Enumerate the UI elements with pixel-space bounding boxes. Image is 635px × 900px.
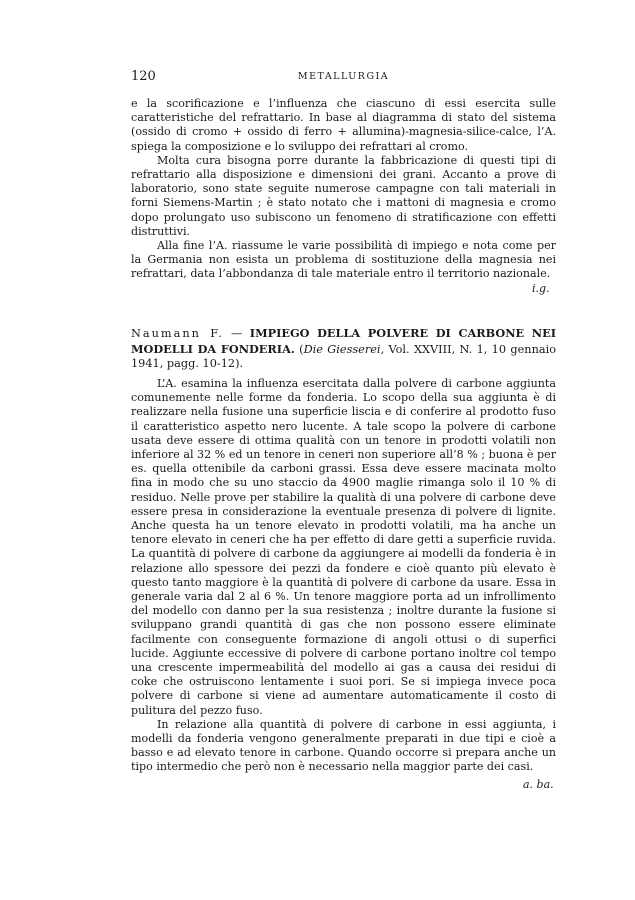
article2-source-journal: Die Giesserei [303, 342, 381, 356]
article2-dash: — [223, 327, 250, 340]
article2-signature: a. ba. [523, 778, 554, 791]
article1-paragraph: Alla fine l’A. riassume le varie possibilità di impiego e nota come per la Germania non esista un problema di sostituzione della magnesia nei refrattari, data l’abbondanza di tale materiale entro il territorio nazionale. [131, 239, 556, 281]
article1-paragraph: Molta cura bisogna porre durante la fabbricazione di questi tipi di refrattario alla disposizione e dimensioni dei grani. Accanto a prove di laboratorio, sono state seguite numerose campagne con tali materiali in forni Siemens-Martin ; è stato notato che i mattoni di magnesia e cromo dopo prolungato uso subiscono un fenomeno di stratificazione con effetti distruttivi. [131, 153, 556, 238]
running-title: METALLURGIA [297, 71, 390, 82]
article2-source-details: , Vol. XXVIII, N. 1, 10 gennaio 1941, pagg. 10-12). [131, 342, 557, 371]
article2-heading [131, 326, 556, 372]
running-header [131, 69, 556, 85]
article2-author: Naumann F. [131, 327, 224, 340]
article2-paragraph: L’A. esamina la influenza esercitata dalla polvere di carbone aggiunta comunemente nelle forme da fonderia. Lo scopo della sua aggiunta è di realizzare nella fusione una superficie liscia e di conferire al prodotto fuso il caratteristico aspetto nero lucente. A tale scopo la polvere di carbone usata deve essere di ottima qualità con un tenore in prodotti volatili non inferiore al 32 % ed un tenore in ceneri non superiore all’8 % ; buona è per es. quella ottenibile da carboni grassi. Essa deve essere macinata molto fina in modo che su uno staccio da 4900 maglie rimanga solo il 10 % di residuo. Nelle prove per stabilire la qualità di una polvere di carbone deve essere presa in considerazione la eventuale presenza di polvere di lignite. Anche questa ha un tenore elevato in prodotti volatili, ma ha anche un tenore elevato in ceneri che ha per effetto di dare getti a superficie ruvida. La quantità di polvere di carbone da aggiungere ai modelli da fonderia è in relazione allo spessore dei pezzi da fondere e cioè quanto più elevato è questo tanto maggiore è la quantità di polvere di carbone da usare. Essa in generale varia dal 2 al 6 %. Un tenore maggiore porta ad un infrollimento del modello con danno per la sua resistenza ; inoltre durante la fusione si sviluppano grandi quantità di gas che non possono essere eliminate facilmente con conseguente formazione di angoli ottusi o di superfici lucide. Aggiunte eccessive di polvere di carbone portano inoltre col tempo una crescente impermeabilità del modello ai gas a causa dei residui di coke che ostruiscono lentamente i suoi pori. Se si impiega invece poca polvere di carbone si viene ad aumentare automaticamente il costo di pulitura del pezzo fuso. [131, 377, 556, 717]
article1-signature: i.g. [532, 282, 550, 295]
page-number: 120 [131, 69, 156, 84]
article2-source-open: ( [299, 342, 304, 356]
article2-paragraph: In relazione alla quantità di polvere di carbone in essi aggiunta, i modelli da fonderia vengono generalmente preparati in due tipi e cioè a basso e ad elevato tenore in carbone. Quando occorre si prepara anche un tipo intermedio che però non è necessario nella maggior parte dei casi. [131, 717, 556, 774]
article2-body [131, 377, 556, 775]
article1-paragraph: e la scorificazione e l’influenza che ciascuno di essi esercita sulle caratteristiche del refrattario. In base al diagramma di stato del sistema (ossido di cromo + ossido di ferro + allumina)-magnesia-silice-calce, l’A. spiega la composizione e lo sviluppo dei refrattari al cromo. [131, 97, 556, 153]
article2-title: IMPIEGO DELLA POLVERE DI CARBONE NEI MODELLI DA FONDERIA. [131, 326, 557, 356]
article1-body [131, 97, 556, 282]
